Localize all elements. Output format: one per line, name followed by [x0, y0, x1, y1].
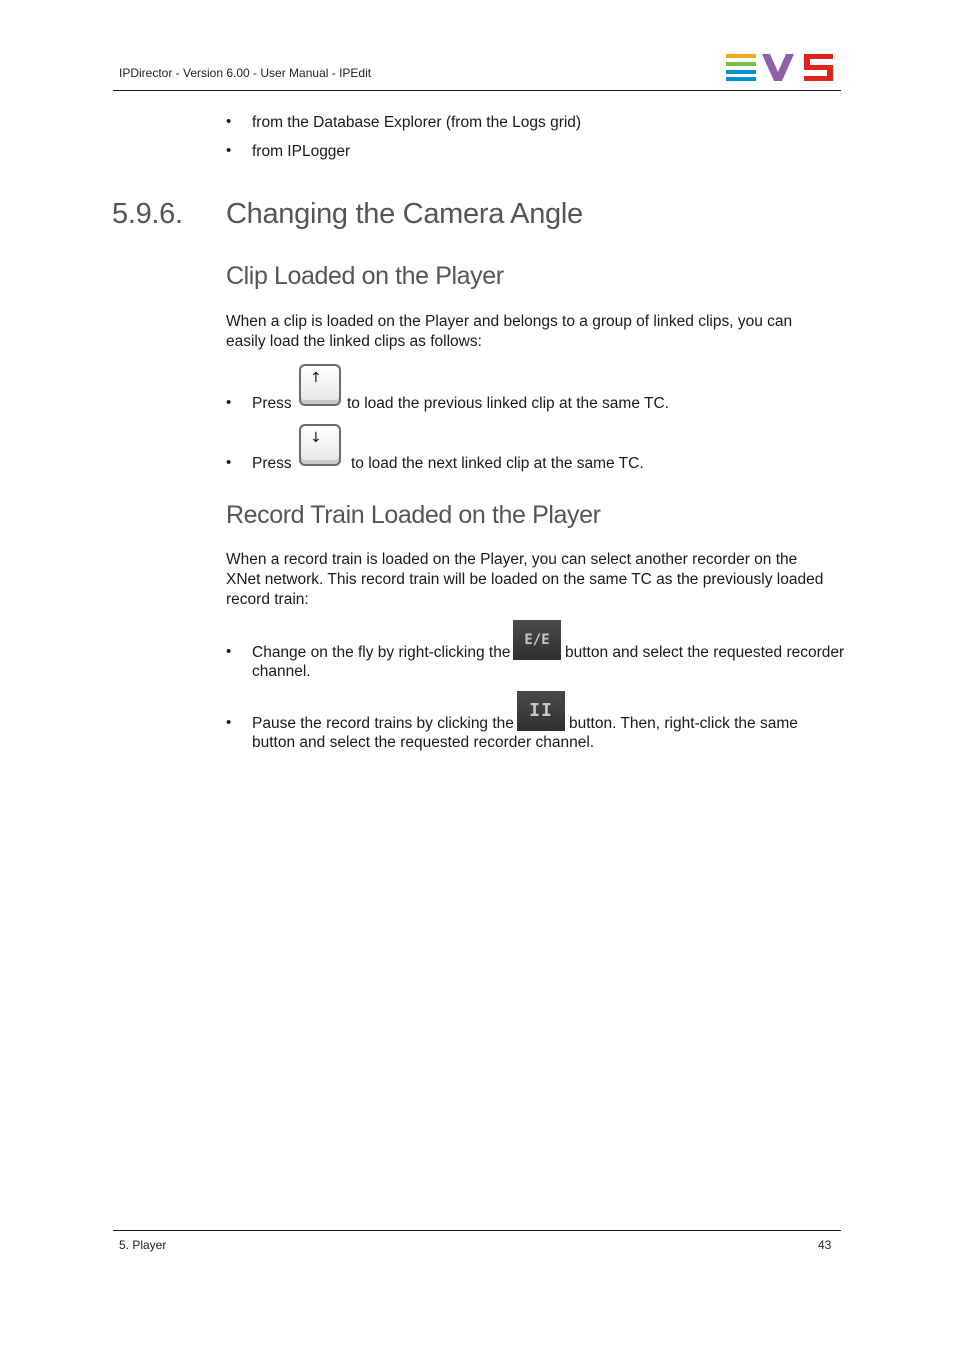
- change-on-fly-text: Change on the fly by right-clicking the: [252, 644, 511, 661]
- clip-loaded-heading: Clip Loaded on the Player: [226, 262, 504, 290]
- logo-s: [804, 54, 833, 81]
- ee-suffix-text: button and select the requested recorder: [565, 644, 845, 661]
- press-label: Press: [252, 455, 292, 472]
- ee-button-icon: E/E: [513, 620, 561, 660]
- evs-logo: [726, 54, 834, 82]
- bullet-dot: •: [226, 394, 232, 411]
- arrow-down-glyph: ↓: [310, 430, 322, 446]
- header-rule: [113, 90, 841, 91]
- intro-bullet-1: from the Database Explorer (from the Logs grid): [252, 114, 582, 131]
- bullet-dot: •: [226, 643, 232, 660]
- previous-clip-text: to load the previous linked clip at the same TC.: [347, 395, 669, 412]
- clip-loaded-intro: When a clip is loaded on the Player and belongs to a group of linked clips, you can easily load the linked clips as follows:: [226, 313, 793, 350]
- pause-record-text: Pause the record trains by clicking the: [252, 715, 514, 732]
- footer-page-number: 43: [818, 1238, 832, 1252]
- intro-bullet-2: from IPLogger: [252, 143, 351, 160]
- bullet-dot: •: [226, 714, 232, 731]
- logo-stripe-blue-2: [726, 77, 756, 81]
- arrow-up-key-icon: [299, 364, 341, 406]
- arrow-down-key-icon: [299, 424, 341, 466]
- pause-suffix-text: button. Then, right-click the same: [569, 715, 798, 732]
- logo-stripe-orange: [726, 54, 756, 58]
- logo-stripe-green: [726, 62, 756, 66]
- ee-suffix-continuation: channel.: [252, 663, 311, 680]
- press-label: Press: [252, 395, 292, 412]
- logo-stripe-blue: [726, 70, 756, 74]
- arrow-up-glyph: ↑: [310, 370, 322, 386]
- record-train-intro: When a record train is loaded on the Player, you can select another recorder on the XNet network. This record train will be loaded on the same TC as the previously loaded record train:: [226, 551, 824, 608]
- bullet-dot: •: [226, 454, 232, 471]
- header-title: IPDirector - Version 6.00 - User Manual - IPEdit: [119, 66, 372, 80]
- pause-button-icon: II: [517, 691, 565, 731]
- footer-rule: [113, 1230, 841, 1231]
- logo-v: [762, 54, 794, 81]
- footer-chapter: 5. Player: [119, 1238, 167, 1252]
- next-clip-text: to load the next linked clip at the same TC.: [351, 455, 644, 472]
- bullet-dot: •: [226, 142, 232, 159]
- record-train-heading: Record Train Loaded on the Player: [226, 501, 601, 529]
- section-title: Changing the Camera Angle: [226, 198, 583, 230]
- pause-suffix-continuation: button and select the requested recorder channel.: [252, 734, 595, 751]
- section-number: 5.9.6.: [112, 198, 183, 230]
- bullet-dot: •: [226, 113, 232, 130]
